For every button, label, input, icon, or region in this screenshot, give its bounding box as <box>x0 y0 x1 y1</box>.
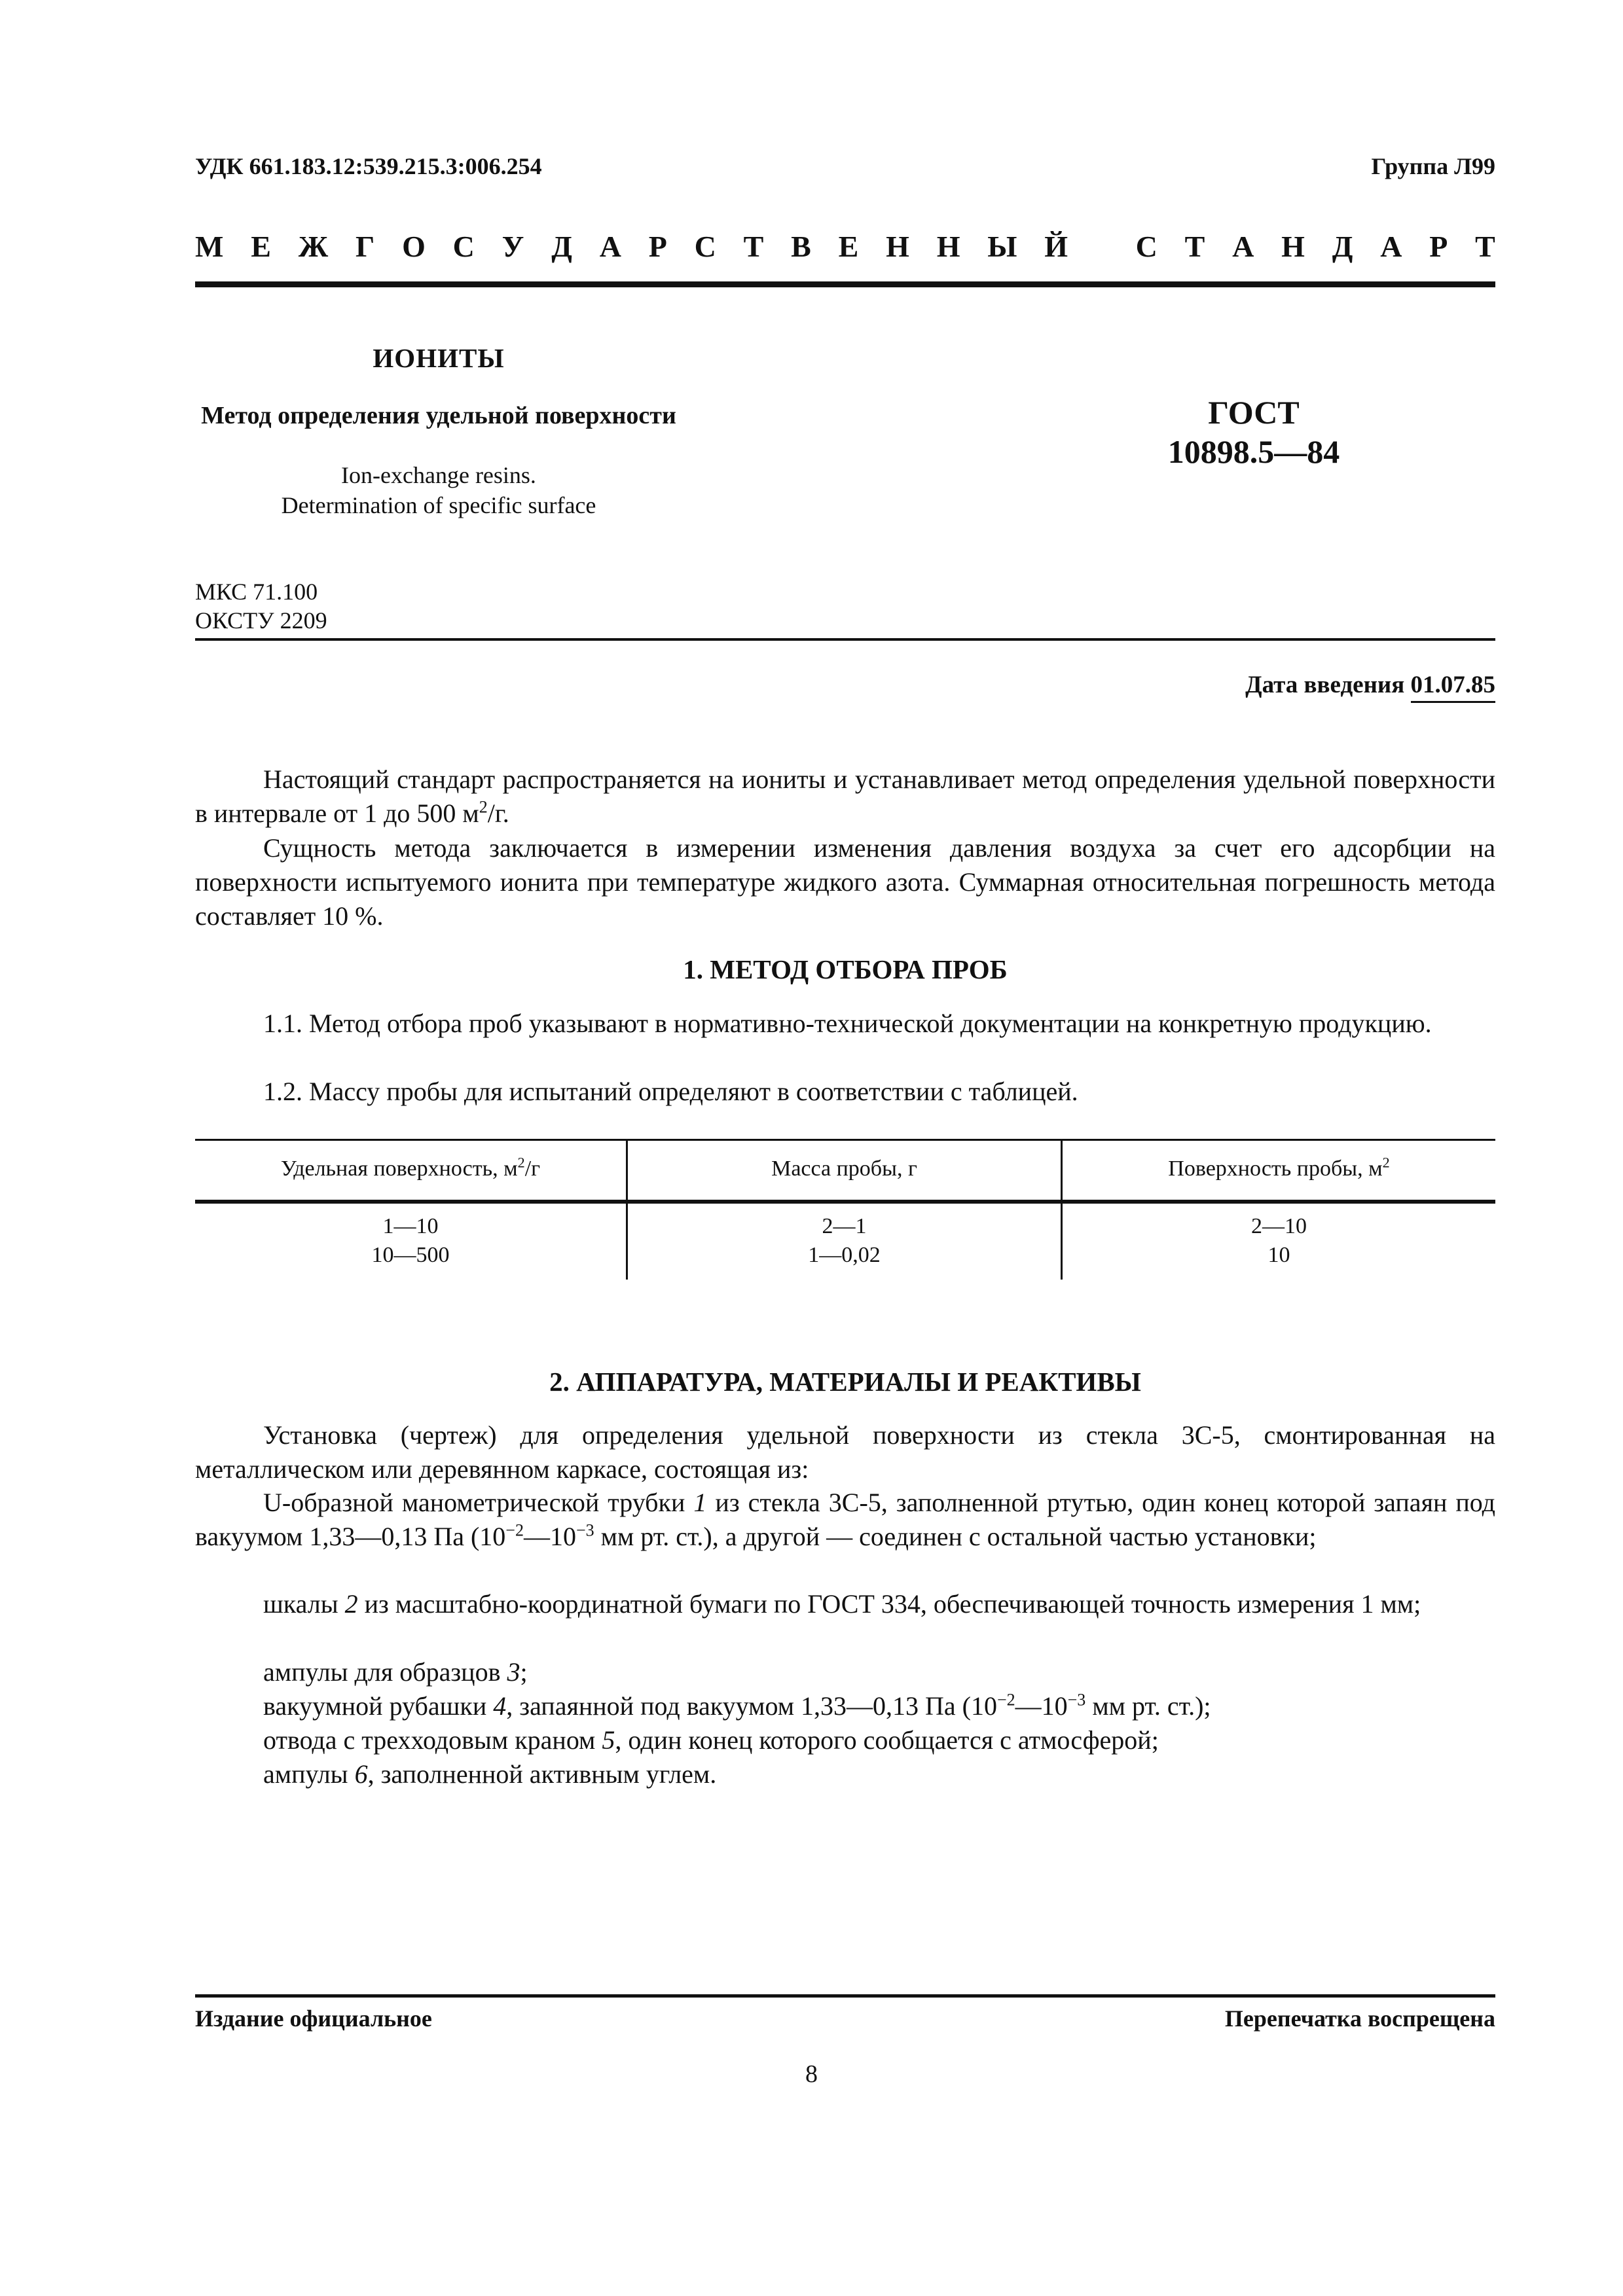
text: , запаянной под вакуумом 1,33—0,13 Па (10 <box>506 1691 997 1721</box>
table-cell-value: 2—1 <box>822 1214 867 1238</box>
banner-letter: Р <box>1429 230 1448 263</box>
banner-letter: Ж <box>298 230 329 263</box>
sample-mass-table <box>195 1139 1495 1280</box>
intro-text: Настоящий стандарт распространяется на иониты и устанавливает метод определения удельной поверхности в интервале от 1 до 500 м <box>195 764 1495 828</box>
banner-letter: Н <box>886 230 909 263</box>
text: из масштабно-координатной бумаги по ГОСТ 334, обеспечивающей точность измерения 1 мм; <box>357 1589 1421 1619</box>
text: ампулы <box>263 1759 355 1789</box>
intro-text-tail: /г. <box>487 798 509 828</box>
classification-codes <box>195 577 327 635</box>
banner-letter: Й <box>1044 230 1068 263</box>
page-number: 8 <box>805 2060 818 2088</box>
item-number: 6 <box>354 1759 368 1789</box>
text: ампулы для образцов <box>263 1657 507 1687</box>
section-2-paragraph-1: Установка (чертеж) для определения удельной поверхности из стекла 3С-5, смонтированная на металлическом или деревянном каркасе, состоящая из: <box>195 1420 1495 1484</box>
table-cell-value: 10—500 <box>371 1243 450 1267</box>
table-cell-value: 10 <box>1267 1243 1290 1267</box>
superscript: 2 <box>517 1154 525 1171</box>
mks-code: МКС 71.100 <box>195 579 318 605</box>
english-title-line-1: Ion-exchange resins. <box>341 462 536 488</box>
banner-letter: С <box>1135 230 1158 263</box>
banner-letter: У <box>501 230 524 263</box>
banner-letter: Н <box>1281 230 1305 263</box>
banner-letter: Т <box>1475 230 1495 263</box>
banner-word-gap <box>1095 229 1108 268</box>
superscript: −3 <box>1067 1690 1086 1710</box>
reprint-prohibited-label: Перепечатка воспрещена <box>1224 2005 1495 2032</box>
header-text-tail: /г <box>524 1157 541 1181</box>
text: —10 <box>523 1522 576 1551</box>
item-number: 5 <box>602 1725 615 1755</box>
gost-label: ГОСТ <box>1208 394 1300 431</box>
banner-letter: А <box>1232 230 1254 263</box>
text: шкалы <box>263 1589 345 1619</box>
table-header-cell <box>195 1155 626 1183</box>
superscript: 2 <box>1382 1154 1390 1171</box>
text: из стекла 3С-5, заполненной ртутью, один конец которой запаян под вакуумом 1,33—0,13 Па (10 <box>195 1488 1495 1551</box>
banner-letter: Т <box>1184 230 1205 263</box>
section-2-paragraph-5 <box>195 1689 1495 1723</box>
udk-code: УДК 661.183.12:539.215.3:006.254 <box>195 153 542 179</box>
banner-letter: Ы <box>987 230 1017 263</box>
text: , один конец которого сообщается с атмосферой; <box>615 1725 1159 1755</box>
section-2-paragraph-6 <box>195 1723 1495 1757</box>
footer-rule <box>195 1994 1495 1998</box>
section-2-paragraph-2 <box>195 1486 1495 1554</box>
english-title <box>0 460 877 520</box>
banner-letter: О <box>402 230 426 263</box>
text: , заполненной активным углем. <box>367 1759 717 1789</box>
gost-number <box>1106 393 1401 471</box>
section-1-heading: 1. МЕТОД ОТБОРА ПРОБ <box>683 954 1008 984</box>
banner-letter: Р <box>648 230 667 263</box>
effective-date-label: Дата введения <box>1245 672 1405 698</box>
section-2-paragraph-4 <box>195 1655 1495 1689</box>
group-code: Группа Л99 <box>1371 153 1495 179</box>
table-header-cell: Масса пробы, г <box>771 1157 917 1181</box>
section-2-paragraph-7 <box>195 1757 1495 1791</box>
table-cell <box>1063 1212 1495 1270</box>
official-edition-label: Издание официальное <box>195 2005 432 2032</box>
banner-letter: М <box>195 230 224 263</box>
banner-letter: Н <box>936 230 960 263</box>
text: ; <box>520 1657 528 1687</box>
banner-letter: Т <box>743 230 764 263</box>
banner-letter: С <box>694 230 716 263</box>
banner-letter: Е <box>251 230 271 263</box>
effective-date-value: 01.07.85 <box>1411 672 1496 703</box>
standard-banner <box>195 229 1495 268</box>
header-rule <box>195 281 1495 287</box>
item-number: 2 <box>344 1589 358 1619</box>
document-subtitle: Метод определения удельной поверхности <box>201 402 676 429</box>
effective-date <box>1245 671 1495 699</box>
header-text: Поверхность пробы, м <box>1168 1157 1383 1181</box>
table-cell-value: 1—0,02 <box>808 1243 881 1267</box>
text: мм рт. ст.); <box>1085 1691 1211 1721</box>
banner-letter: С <box>452 230 475 263</box>
document-title: ИОНИТЫ <box>373 343 505 373</box>
superscript: −2 <box>505 1520 524 1540</box>
table-top-rule <box>195 1139 1495 1141</box>
superscript: 2 <box>479 797 488 817</box>
banner-letter: А <box>599 230 621 263</box>
table-header-rule <box>195 1200 1495 1204</box>
intro-paragraph-2: Сущность метода заключается в измерении изменения давления воздуха за счет его адсорбции на поверхности испытуемого ионита при температуре жидкого азота. Суммарная относительная погрешность метода составляет 10 %. <box>195 833 1495 931</box>
title-rule <box>195 638 1495 641</box>
table-header-cell <box>1063 1155 1495 1183</box>
okstu-code: ОКСТУ 2209 <box>195 607 327 634</box>
superscript: −2 <box>996 1690 1015 1710</box>
english-title-line-2: Determination of specific surface <box>281 492 596 518</box>
text: вакуумной рубашки <box>263 1691 494 1721</box>
item-number: 1 <box>693 1488 707 1517</box>
table-cell <box>195 1212 626 1270</box>
section-2-paragraph-3 <box>195 1587 1495 1621</box>
text: —10 <box>1015 1691 1068 1721</box>
section-2-heading: 2. АППАРАТУРА, МАТЕРИАЛЫ И РЕАКТИВЫ <box>549 1367 1141 1397</box>
table-cell-value: 1—10 <box>382 1214 439 1238</box>
table-cell-value: 2—10 <box>1251 1214 1307 1238</box>
table-cell <box>628 1212 1061 1270</box>
header-text: Удельная поверхность, м <box>280 1157 518 1181</box>
banner-letter: А <box>1380 230 1402 263</box>
banner-letter: Г <box>355 230 375 263</box>
gost-code: 10898.5—84 <box>1167 433 1340 470</box>
text: отвода с трехходовым краном <box>263 1725 602 1755</box>
superscript: −3 <box>575 1520 594 1540</box>
item-number: 4 <box>493 1691 507 1721</box>
banner-letter: Д <box>551 230 572 263</box>
section-1-paragraph-2: 1.2. Массу пробы для испытаний определяют в соответствии с таблицей. <box>263 1077 1078 1106</box>
banner-letter: Е <box>838 230 859 263</box>
banner-letter: В <box>791 230 811 263</box>
banner-letter: Д <box>1332 230 1353 263</box>
text: U-образной манометрической трубки <box>263 1488 694 1517</box>
item-number: 3 <box>507 1657 520 1687</box>
intro-paragraph-1 <box>195 762 1495 831</box>
section-1-paragraph-1: 1.1. Метод отбора проб указывают в нормативно-технической документации на конкретную продукцию. <box>263 1009 1432 1038</box>
text: мм рт. ст.), а другой — соединен с остальной частью установки; <box>594 1522 1317 1551</box>
